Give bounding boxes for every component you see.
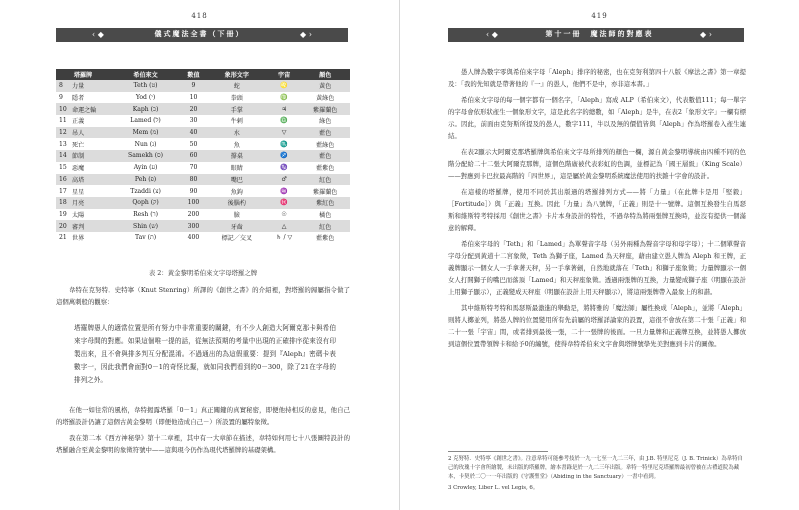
table-row (56, 174, 350, 186)
table-cell-name: 死亡 (72, 141, 85, 149)
table-caption: 表 2：黃金黎明希伯來文字母塔羅之牌 (148, 269, 258, 277)
table-cell-cosmic: ♂ (268, 174, 301, 186)
table-cell-value: 200 (187, 210, 200, 218)
left-body-paragraphs (56, 404, 350, 460)
table-cell-color: 紫羅蘭色 (313, 188, 338, 196)
chevron-right-icon: ◆ › (700, 30, 712, 39)
table-cell-value: 9 (181, 80, 206, 92)
table-cell-idx: 16 (56, 174, 72, 186)
column-header: 希伯來文 (110, 69, 181, 80)
table-row (56, 138, 350, 150)
table-cell-value: 10 (189, 94, 198, 102)
chevron-left-icon: ‹ ◆ (486, 30, 498, 39)
table-cell-color: 黃綠色 (316, 95, 335, 103)
table-cell-color: 藍色 (300, 127, 350, 139)
column-header: 象形文字 (206, 69, 268, 80)
column-header: 數值 (181, 69, 206, 80)
footnote: 3 Crowley, Liber L. vel Legis, 6。 (448, 485, 539, 491)
table-cell-idx: 13 (59, 140, 67, 148)
right-body-paragraphs (448, 66, 746, 354)
table-cell-idx: 10 (56, 103, 72, 115)
table-cell-cosmic: △ (268, 220, 301, 232)
table-cell-idx: 21 (59, 234, 67, 242)
table-cell-hebrew: Ayin (ע) (133, 164, 158, 172)
table-cell-color: 藍綠色 (316, 141, 335, 149)
table-cell-value: 70 (189, 164, 198, 172)
paragraph: 在表2顯示大阿爾克那塔羅牌與希伯來文字母所排列的顏色一欄，源自黃金黎明導統由四種不同的色階分配給二十二張大阿爾克那牌，這個色階廣被代表彩虹的色調，並標記為「國王層級」（King Scale）——對應到卡巴拉最高階的「四世界」，這是屬於黃金黎明系統魔法使用的扶雜十字會的設計。 (448, 148, 746, 180)
table-cell-name: 世界 (72, 235, 85, 243)
table-cell-idx: 18 (56, 197, 72, 209)
table-cell-glyph: 牙齒 (206, 220, 268, 232)
left-running-head-title: 儀式魔法全書（下冊） (154, 29, 245, 38)
table-row (56, 150, 350, 162)
table-cell-value: 100 (181, 197, 206, 209)
table-cell-color: 藍紫色 (316, 165, 335, 173)
table-cell-name: 星星 (72, 188, 85, 196)
table-cell-name: 月亮 (72, 197, 110, 209)
table-cell-glyph: 手掌 (206, 103, 268, 115)
table-cell-cosmic: ♓ (268, 197, 301, 209)
table-cell-name: 正義 (72, 118, 85, 126)
table-row (56, 162, 350, 174)
table-cell-value: 40 (181, 127, 206, 139)
table-cell-color: 紫羅蘭色 (300, 103, 350, 115)
table-cell-hebrew: Kaph (כ) (110, 103, 181, 115)
table-cell-cosmic: ♃ (268, 103, 301, 115)
left-page (0, 0, 399, 510)
table-cell-value: 30 (189, 117, 198, 125)
table-cell-cosmic: ♒ (280, 187, 288, 195)
table-cell-glyph: 撐桌 (206, 150, 268, 162)
table-cell-name: 命運之輪 (72, 103, 110, 115)
table-cell-glyph: 眼睛 (230, 165, 243, 173)
table-cell-color: 紅色 (300, 220, 350, 232)
table-row (56, 232, 350, 244)
table-cell-idx: 11 (59, 117, 67, 125)
table-cell-hebrew: Resh (ר) (133, 210, 159, 218)
paragraph: 在他一如往常的風格，韋特揭露塔羅「0－1」真正關鍵的真實秘密，即便他持相反的意見，他自己的塔羅設計仍讓了這個古黃金黎明（即便他造成自己－）所設置的屬特象徵。 (56, 406, 350, 426)
block-quote: 塔羅牌愚人的適當位置是所有努力中非常重要的關鍵，有不少人創造大阿爾克那卡與希伯來字母間的對應。如果這個唯一提的話，從無法預期的考量中出現的正確排序從來沒有印製出來，且不會與排多判互分配混淆。不過通出的為這假重要：提到『Aleph』密碼卡表數字一，因此我們會面對0－1的奇怪比擬，就如同我們看到的0－300，除了21在字母的排列之外。 (74, 324, 336, 384)
table-cell-cosmic: ♄ / ▽ (276, 234, 293, 242)
table-cell-value: 20 (181, 103, 206, 115)
table-cell-glyph: 後腦杓 (206, 197, 268, 209)
table-cell-glyph: 魚 (233, 141, 240, 149)
right-page-number: 419 (591, 12, 608, 20)
table-cell-name: 吊人 (72, 127, 110, 139)
table-cell-glyph: 標記／交叉 (221, 235, 253, 243)
paragraph: 我在第二本《西方神秘學》第十二章裡，其中有一大章節在描述，韋特如何用七十八張圖特設計的塔羅融合至黃金黎明的象徵符號中——這與現今仍作為現代塔羅牌的基礎架構。 (56, 434, 350, 454)
table-cell-hebrew: Tzaddi (צ) (130, 187, 161, 195)
table-cell-idx: 15 (59, 164, 67, 172)
table-cell-value: 300 (181, 220, 206, 232)
table-cell-value: 80 (181, 174, 206, 186)
table-cell-color: 藍紫色 (316, 235, 335, 243)
table-cell-idx: 17 (59, 187, 67, 195)
paragraph: 希伯來文字母的每一個字都有一個名字，「Aleph」寫成 ALP（希伯來文），代表數值111；每一單字的字母會依形狀產生一個象形文字，這是此名字的總數，如「Aleph」是牛，在表2「象形文字」一欄有標示。因此，前面由克努斯所提及的愚人，數字111，牛以及無的價值皆與「Aleph」作為塔羅卷入產生連結。 (448, 96, 746, 140)
table-cell-hebrew: Qoph (ק) (110, 197, 181, 209)
table-cell-glyph: 蛇 (206, 80, 268, 92)
table-cell-glyph: 魚鉤 (230, 188, 243, 196)
table-cell-cosmic: ♌ (268, 80, 301, 92)
paragraph: 其中維斯特考特和馬瑟斯最激進的舉動是，將將雅的「魔法師」屬性換成「Aleph」，並將「Aleph」則將人擲並列，將愚人牌的位置變用所有先前屬的塔羅詳論家的設置，這很不會放在第二十張「正義」和二十一張「宇宙」間，或者排到最後一張，二十一張牌的後面。一旦力量牌和正義牌互換，並將愚人擲放到這個位置帶領牌卡和給予0的編號，使得韋特希伯來文字會與塔牌號學先美對應到卡片的圖像。 (448, 304, 746, 348)
table-cell-glyph: 水 (206, 127, 268, 139)
table-cell-hebrew: Yod (י) (135, 94, 156, 102)
table-cell-name: 隱者 (72, 95, 85, 103)
table-cell-name: 節制 (72, 150, 110, 162)
table-cell-hebrew: Teth (ט) (110, 80, 181, 92)
column-header: 顏色 (300, 69, 350, 80)
right-running-head-title: 第十一冊 魔法師的對應表 (545, 29, 654, 38)
table-cell-hebrew: Shin (ש) (110, 220, 181, 232)
table-row (56, 115, 350, 127)
table-cell-value: 90 (189, 187, 198, 195)
table-cell-cosmic: ☉ (281, 210, 287, 218)
table-cell-cosmic: ♏ (280, 140, 288, 148)
chevron-left-icon: ‹ ◆ (92, 30, 104, 39)
table-row (56, 220, 350, 232)
table-row (56, 209, 350, 221)
table-cell-color: 橘色 (319, 211, 332, 219)
table-cell-idx: 12 (56, 127, 72, 139)
table-cell-glyph: 拳頭 (230, 95, 243, 103)
table-cell-cosmic: ▽ (268, 127, 301, 139)
right-page (400, 0, 799, 510)
footnote: 2 克努特．史特寧《創世之書》。注意韋特可能參考技於一九一七至一九二三年，由 J.B. 特里尼克（J. B. Trinick）為韋特自己的玫瑰十字會所繪製，未出版的塔羅牌，繪本書錄是於一九二三年出版。韋特一特里尼克塔羅牌最初曾被在古禮道院為藏本，卡契於二〇一一年出版的《守護聖堂》（Abiding in the Sanctuary）一書中看到。 (448, 456, 743, 480)
table-cell-hebrew: Mem (מ) (110, 127, 181, 139)
table-cell-hebrew: Samekh (ס) (110, 150, 181, 162)
footnote-divider (448, 451, 548, 452)
table-cell-hebrew: Peh (פ) (110, 174, 181, 186)
table-cell-idx: 8 (56, 80, 72, 92)
table-cell-name: 太陽 (72, 211, 85, 219)
footnotes (448, 455, 746, 495)
paragraph: 韋特在克努特．史特寧（Knut Stenring）所譯的《創世之書》的介紹裡，對塔羅的歸屬指令做了這個萬刺般的觀察： (56, 286, 350, 306)
table-cell-glyph: 臉 (233, 211, 240, 219)
table-row (56, 185, 350, 197)
column-header: 塔羅牌 (56, 69, 110, 80)
left-page-number: 418 (191, 12, 208, 20)
table-cell-value: 400 (187, 234, 200, 242)
table-cell-idx: 19 (59, 210, 67, 218)
table-cell-cosmic: ♐ (268, 150, 301, 162)
table-cell-cosmic: ♍ (280, 94, 288, 102)
column-header: 宇宙 (268, 69, 301, 80)
table-cell-color: 綠色 (319, 118, 332, 126)
table-cell-idx: 14 (56, 150, 72, 162)
left-intro-paragraph (56, 284, 350, 312)
table-cell-idx: 20 (56, 220, 72, 232)
left-running-header (0, 12, 399, 44)
paragraph: 希伯來字母的「Teth」和「Lamed」為單聲音字母（另外兩種為聲音字母和母字母）；十二個單聲音字母分配到黃道十二宮象徵，Teth 為獅子座，Lamed 為天秤座，藉由建立愚人牌為 Aleph 和王牌，正義牌顯示一個女人一手拿著天秤，另一手拿著劍，自然地就落在「Teth」和獅子座象徵；力量牌顯示一個女人打開獅子的嘴巴而落頂「Lamed」和天秤座象徵。透過兩張牌的互換，力量變成獅子座（明顯在設計上用獅子顯示），正義變成天秤座（明顯在設計上用天秤顯示），將這兩張牌帶入最象上的和諧。 (448, 240, 746, 296)
table-cell-name: 審判 (72, 220, 110, 232)
table-row (56, 92, 350, 104)
chevron-right-icon: ◆ › (300, 30, 312, 39)
table-cell-idx: 9 (59, 94, 63, 102)
table-cell-hebrew: Nun (נ) (134, 140, 157, 148)
table-cell-name: 惡魔 (72, 165, 85, 173)
table-cell-cosmic: ♎ (280, 117, 288, 125)
table-cell-color: 紅色 (300, 174, 350, 186)
table-cell-cosmic: ♑ (280, 164, 288, 172)
table-cell-name: 高塔 (72, 174, 110, 186)
table-cell-hebrew: Lamed (ל) (130, 117, 161, 125)
table-row (56, 197, 350, 209)
table-cell-value: 60 (181, 150, 206, 162)
table-cell-name: 力量 (72, 80, 110, 92)
table-row (56, 103, 350, 115)
table-cell-color: 藍色 (300, 150, 350, 162)
table-row (56, 80, 350, 92)
table-cell-color: 紫紅色 (300, 197, 350, 209)
table-row (56, 127, 350, 139)
paragraph: 在這樣的塔羅牌，使用不同於其出版過的塔羅排列方式——將「力量」（在此牌卡是用「堅毅」［Fortitude］）與「正義」互換。因此「力量」為八號牌，「正義」則是十一號牌。這個互換發生自馬瑟斯和維斯特考特採用《創世之書》卡片本身設計的特性，不過韋特為將兩張牌互換時，並沒有提供一個滿意的解釋。 (448, 188, 746, 232)
right-running-header (400, 12, 799, 44)
table-header-row (56, 69, 350, 80)
table-cell-value: 50 (189, 140, 198, 148)
table-cell-color: 黃色 (300, 80, 350, 92)
table-cell-hebrew: Tav (ת) (135, 234, 157, 242)
table-cell-glyph: 嘴巴 (206, 174, 268, 186)
table-body (56, 80, 350, 244)
tarot-hebrew-table (56, 69, 350, 244)
paragraph: 愚人牌為數字零與希伯來字母「Aleph」排序的秘密，也在克努利第四十八版《摩法之書》第一章提及：「我的先知就是帶著他的『一』的愚人，他們不是中，亦非這本書。」 (448, 68, 746, 88)
table-cell-glyph: 牛刺 (230, 118, 243, 126)
